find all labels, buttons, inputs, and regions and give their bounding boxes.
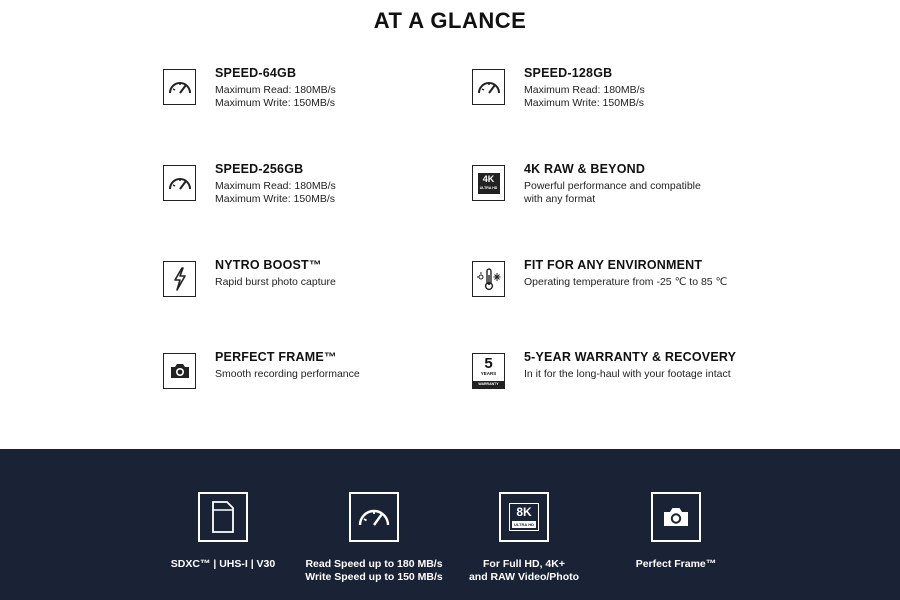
feature-title: FIT FOR ANY ENVIRONMENT — [524, 258, 703, 272]
spec-item-sdxc — [143, 492, 303, 592]
camera-icon — [163, 353, 196, 389]
spec-label: Perfect Frame™ — [635, 558, 717, 570]
feature-desc-line: Maximum Read: 180MB/s — [215, 180, 336, 192]
feature-title: 5-YEAR WARRANTY & RECOVERY — [524, 350, 737, 364]
spec-label: and RAW Video/Photo — [468, 571, 580, 583]
badge-footer: WARRANTY — [473, 381, 504, 388]
speedometer-icon — [349, 492, 399, 542]
feature-perfect-frame — [163, 350, 463, 403]
feature-desc-line: Smooth recording performance — [215, 368, 360, 380]
thermometer-icon — [472, 261, 505, 297]
feature-title: NYTRO BOOST™ — [215, 258, 322, 272]
badge-text: 4K — [482, 173, 495, 184]
feature-title: SPEED-256GB — [215, 162, 304, 176]
speedometer-icon — [163, 165, 196, 201]
sd-card-icon — [198, 492, 248, 542]
feature-desc-line: Maximum Write: 150MB/s — [215, 97, 335, 109]
feature-desc-line: Powerful performance and compatible — [524, 180, 701, 192]
spec-item-video — [444, 492, 604, 592]
badge-text: 8K — [516, 505, 532, 519]
feature-5-year-warranty — [472, 350, 772, 403]
warranty-badge-icon — [472, 353, 505, 389]
feature-title: 4K RAW & BEYOND — [524, 162, 646, 176]
feature-desc-line: Maximum Write: 150MB/s — [215, 193, 335, 205]
spec-label: Write Speed up to 150 MB/s — [305, 571, 443, 583]
spec-label: SDXC™ | UHS-I | V30 — [170, 558, 276, 570]
feature-desc-line: Rapid burst photo capture — [215, 276, 336, 288]
spec-label: Read Speed up to 180 MB/s — [305, 558, 443, 570]
feature-fit-any-environment — [472, 258, 772, 311]
feature-title: SPEED-128GB — [524, 66, 613, 80]
feature-speed-128gb — [472, 66, 772, 119]
speedometer-icon — [472, 69, 505, 105]
feature-title: PERFECT FRAME™ — [215, 350, 337, 364]
feature-desc-line: Maximum Read: 180MB/s — [215, 84, 336, 96]
spec-item-speed — [294, 492, 454, 592]
badge-subtext: ULTRA HD — [479, 185, 498, 190]
lightning-bolt-icon — [163, 261, 196, 297]
badge-text: 5 — [484, 355, 493, 372]
feature-title: SPEED-64GB — [215, 66, 297, 80]
feature-desc-line: In it for the long-haul with your footage intact — [524, 368, 731, 380]
4k-ultra-hd-icon — [472, 165, 505, 201]
8k-ultra-hd-icon — [499, 492, 549, 542]
speedometer-icon — [163, 69, 196, 105]
feature-speed-256gb — [163, 162, 463, 215]
camera-icon — [651, 492, 701, 542]
feature-4k-raw — [472, 162, 772, 215]
feature-desc-line: Operating temperature from -25 ℃ to 85 ℃ — [524, 276, 728, 288]
badge-subtext: ULTRA HD — [514, 522, 534, 527]
feature-desc-line: with any format — [524, 193, 596, 205]
spec-item-perfect-frame — [596, 492, 756, 592]
feature-speed-64gb — [163, 66, 463, 119]
feature-nytro-boost — [163, 258, 463, 311]
page-title: AT A GLANCE — [373, 8, 527, 33]
spec-label: For Full HD, 4K+ — [483, 558, 565, 570]
feature-desc-line: Maximum Read: 180MB/s — [524, 84, 645, 96]
feature-desc-line: Maximum Write: 150MB/s — [524, 97, 644, 109]
spec-band — [0, 449, 900, 600]
badge-subtext: YEARS — [480, 371, 497, 376]
